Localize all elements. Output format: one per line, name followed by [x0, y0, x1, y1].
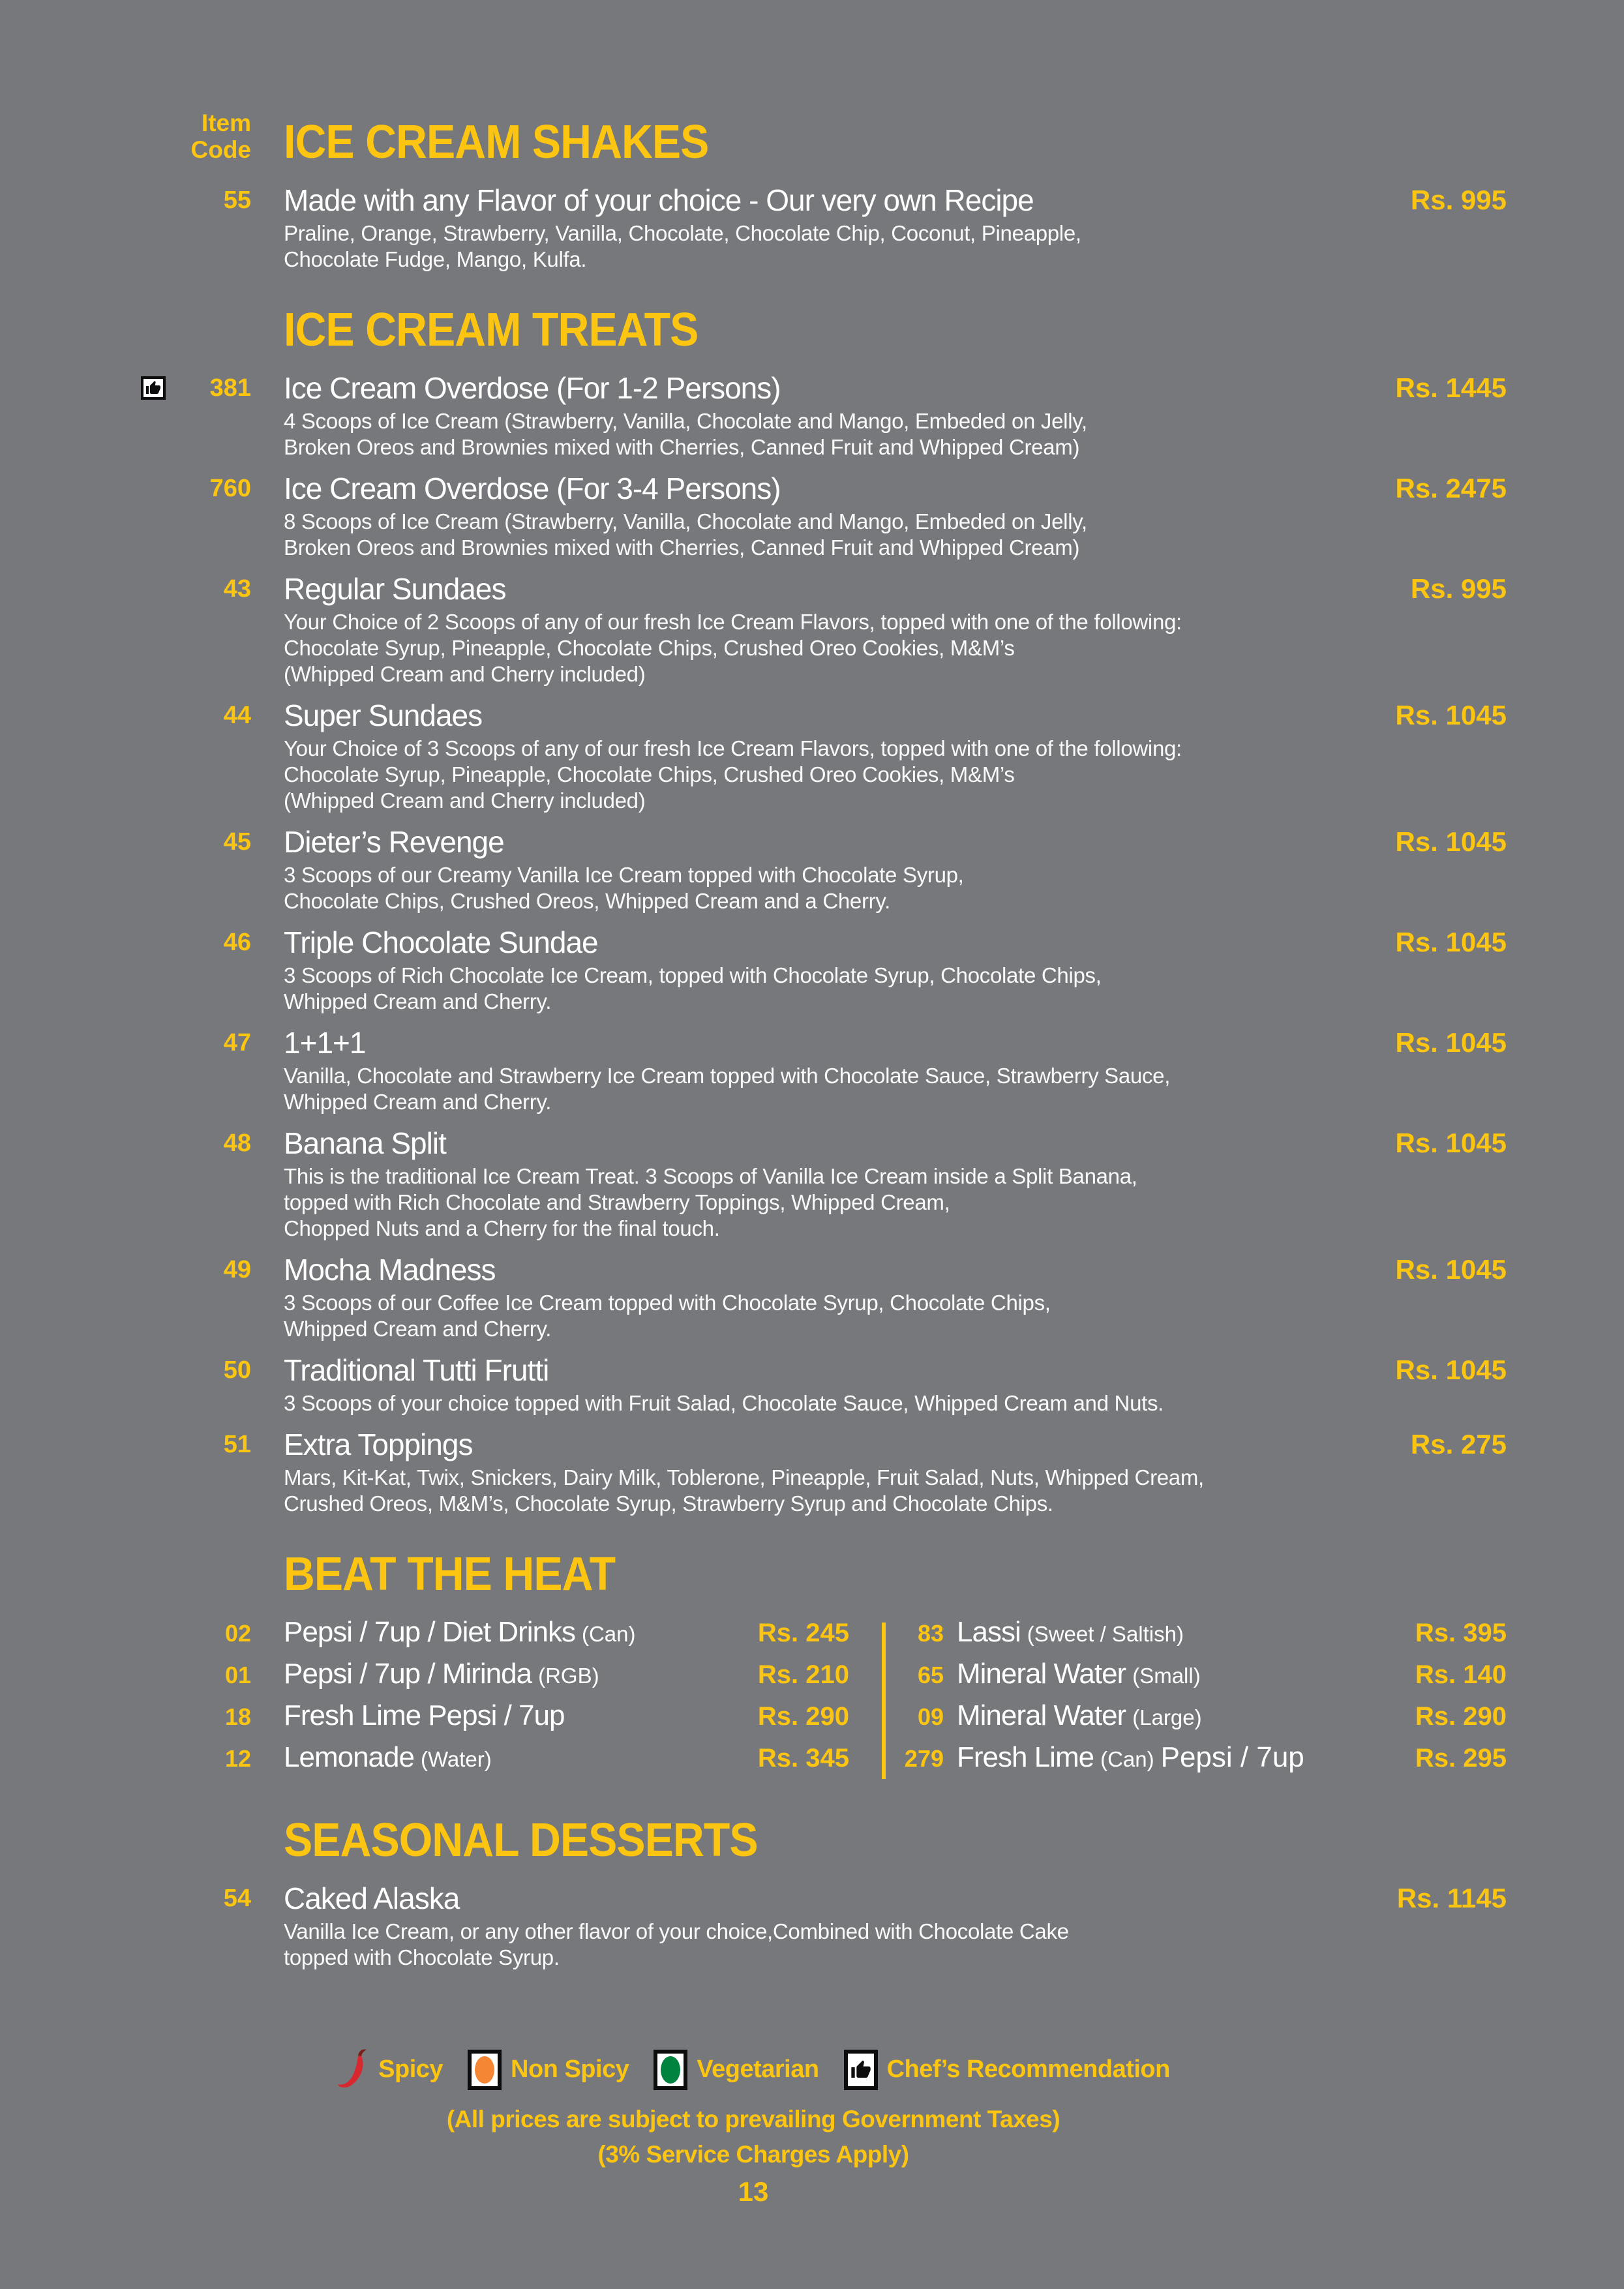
item-name: Ice Cream Overdose (For 3-4 Persons) [284, 471, 781, 505]
item-description: Your Choice of 2 Scoops of any of our fresh Ice Cream Flavors, topped with one of the following: Chocolate Syrup, Pineapple, Chocolate Chips, Crushed Oreo Cookies, M&M’s (Whipped Cream and Cherry included) [284, 610, 1182, 686]
item-name: Mineral Water (Large) [957, 1699, 1202, 1731]
item-name: Pepsi / 7up / Diet Drinks (Can) [284, 1616, 636, 1648]
item-price: Rs. 995 [1410, 185, 1507, 215]
item-price: Rs. 345 [757, 1744, 849, 1773]
chili-icon [337, 2048, 369, 2091]
section-title-seasonal: SEASONAL DESSERTS [284, 1814, 758, 1866]
item-code: 54 [223, 1885, 251, 1912]
item-body [284, 1026, 1363, 1115]
item-price: Rs. 395 [1415, 1619, 1507, 1647]
item-body [284, 1127, 1363, 1242]
beverages-block [0, 1616, 1507, 1783]
item-code: 49 [223, 1256, 251, 1283]
beverages-left-column [0, 1616, 849, 1783]
menu-item-54 [0, 1882, 1507, 1971]
vegetarian-icon [654, 2050, 687, 2090]
menu-item-44 [0, 699, 1507, 814]
legend-chefs-recommendation [844, 2050, 1170, 2090]
item-price: Rs. 290 [1415, 1702, 1507, 1731]
menu-item-49 [0, 1253, 1507, 1342]
item-qualifier: (RGB) [538, 1664, 599, 1688]
item-price: Rs. 245 [757, 1619, 849, 1647]
item-code: 47 [223, 1029, 251, 1056]
item-name: Banana Split [284, 1126, 446, 1160]
item-code: 51 [223, 1431, 251, 1458]
section-shakes-header [0, 110, 1507, 168]
item-description: Your Choice of 3 Scoops of any of our fresh Ice Cream Flavors, topped with one of the following: Chocolate Syrup, Pineapple, Chocolate Chips, Crushed Oreo Cookies, M&M’s (Whipped Cream and Cherry included) [284, 736, 1182, 813]
item-description: 3 Scoops of our Coffee Ice Cream topped with Chocolate Syrup, Chocolate Chips, Whipped Cream and Cherry. [284, 1291, 1051, 1341]
legend-spicy-label: Spicy [378, 2056, 444, 2083]
chefs-recommendation-icon [141, 376, 166, 400]
item-name: Fresh Lime (Can) Pepsi / 7up [957, 1741, 1304, 1773]
item-price: Rs. 1045 [1395, 1254, 1507, 1285]
legend-vegetarian-label: Vegetarian [697, 2056, 819, 2083]
item-name: Ice Cream Overdose (For 1-2 Persons) [284, 371, 781, 405]
item-price: Rs. 295 [1415, 1744, 1507, 1773]
item-price: Rs. 210 [757, 1660, 849, 1689]
beverage-row-12 [0, 1741, 849, 1783]
menu-item-760 [0, 472, 1507, 561]
section-title-beat-the-heat: BEAT THE HEAT [284, 1548, 616, 1600]
item-body [284, 184, 1378, 273]
item-description: 3 Scoops of Rich Chocolate Ice Cream, topped with Chocolate Syrup, Chocolate Chips, Whipped Cream and Cherry. [284, 963, 1102, 1013]
item-price: Rs. 1045 [1395, 1027, 1507, 1058]
item-code-header-line2: Code [190, 136, 251, 163]
section-title-treats: ICE CREAM TREATS [284, 304, 699, 356]
item-code: 12 [224, 1745, 251, 1772]
item-name: Mineral Water (Small) [957, 1658, 1201, 1690]
item-name: Dieter’s Revenge [284, 825, 504, 859]
item-code-header [0, 110, 251, 168]
item-qualifier: (Large) [1132, 1705, 1202, 1729]
page-number: 13 [738, 2176, 769, 2207]
item-code: 50 [223, 1356, 251, 1384]
item-description: Vanilla, Chocolate and Strawberry Ice Cream topped with Chocolate Sauce, Strawberry Sauce, Whipped Cream and Cherry. [284, 1064, 1171, 1114]
item-name: Triple Chocolate Sundae [284, 925, 598, 959]
legend-chefs-label: Chef’s Recommendation [886, 2056, 1170, 2083]
legend [0, 2048, 1507, 2091]
item-code: 09 [917, 1703, 944, 1730]
item-description: Vanilla Ice Cream, or any other flavor of your choice,Combined with Chocolate Cake topped with Chocolate Syrup. [284, 1919, 1069, 1969]
item-description: 4 Scoops of Ice Cream (Strawberry, Vanilla, Chocolate and Mango, Embeded on Jelly, Broken Oreos and Brownies mixed with Cherries, Canned Fruit and Whipped Cream) [284, 409, 1087, 459]
item-code: 18 [224, 1703, 251, 1730]
item-name: Lassi (Sweet / Saltish) [957, 1616, 1184, 1648]
item-name: Fresh Lime Pepsi / 7up [284, 1699, 565, 1731]
menu-item-381 [0, 372, 1507, 460]
item-description: Mars, Kit-Kat, Twix, Snickers, Dairy Milk, Toblerone, Pineapple, Fruit Salad, Nuts, Whipped Cream, Crushed Oreos, M&M’s, Chocolate Syrup, Strawberry Syrup and Chocolate Chips. [284, 1465, 1204, 1516]
item-price: Rs. 275 [1410, 1429, 1507, 1459]
item-body [284, 1253, 1363, 1342]
section-beat-header [0, 1548, 1507, 1600]
item-body [284, 699, 1363, 814]
item-qualifier: (Sweet / Saltish) [1027, 1622, 1184, 1646]
item-price: Rs. 995 [1410, 573, 1507, 604]
service-charge-note: (3% Service Charges Apply) [597, 2141, 909, 2168]
item-qualifier: (Small) [1132, 1664, 1201, 1688]
item-code: 83 [917, 1620, 944, 1647]
item-name: Lemonade (Water) [284, 1741, 492, 1773]
beverage-row-01 [0, 1658, 849, 1699]
item-description: Praline, Orange, Strawberry, Vanilla, Chocolate, Chocolate Chip, Coconut, Pineapple, Chocolate Fudge, Mango, Kulfa. [284, 221, 1081, 271]
thumbs-up-icon [844, 2050, 878, 2090]
menu-item-47 [0, 1026, 1507, 1115]
section-treats-header [0, 304, 1507, 356]
item-code: 46 [223, 929, 251, 956]
item-code: 55 [223, 187, 251, 214]
item-price: Rs. 1045 [1395, 826, 1507, 857]
beverages-right-column [903, 1616, 1507, 1783]
item-qualifier: (Water) [420, 1747, 492, 1771]
item-price: Rs. 1445 [1395, 372, 1507, 403]
item-code: 65 [917, 1662, 944, 1688]
beverage-row-02 [0, 1616, 849, 1658]
item-code: 381 [209, 374, 251, 402]
beverage-row-279 [903, 1741, 1507, 1783]
item-body [284, 826, 1363, 914]
item-name: Regular Sundaes [284, 572, 506, 606]
item-code: 02 [224, 1620, 251, 1647]
item-body [284, 1882, 1364, 1971]
beverage-row-83 [903, 1616, 1507, 1658]
section-seasonal-header [0, 1814, 1507, 1866]
item-description: 3 Scoops of your choice topped with Fruit Salad, Chocolate Sauce, Whipped Cream and Nuts. [284, 1391, 1164, 1415]
menu-item-45 [0, 826, 1507, 914]
menu-item-46 [0, 926, 1507, 1015]
item-price: Rs. 1045 [1395, 700, 1507, 730]
item-code: 48 [223, 1130, 251, 1157]
item-price: Rs. 290 [757, 1702, 849, 1731]
item-code: 44 [223, 702, 251, 729]
item-code: 01 [224, 1662, 251, 1688]
item-price: Rs. 140 [1415, 1660, 1507, 1689]
beverages-column-divider [882, 1623, 886, 1779]
item-code: 279 [904, 1745, 944, 1772]
menu-item-50 [0, 1354, 1507, 1416]
item-description: This is the traditional Ice Cream Treat. 3 Scoops of Vanilla Ice Cream inside a Split Banana, topped with Rich Chocolate and Strawberry Toppings, Whipped Cream, Chopped Nuts and a Cherry for the final touch. [284, 1164, 1137, 1240]
item-price: Rs. 1045 [1395, 1354, 1507, 1385]
item-description: 8 Scoops of Ice Cream (Strawberry, Vanilla, Chocolate and Mango, Embeded on Jelly, Broken Oreos and Brownies mixed with Cherries, Canned Fruit and Whipped Cream) [284, 509, 1087, 560]
legend-vegetarian [654, 2050, 819, 2090]
item-qualifier: (Can) [1100, 1747, 1154, 1771]
item-price: Rs. 2475 [1395, 473, 1507, 503]
item-price: Rs. 1045 [1395, 927, 1507, 957]
menu-item-51 [0, 1428, 1507, 1517]
item-name: Made with any Flavor of your choice - Our very own Recipe [284, 183, 1034, 217]
item-code: 760 [209, 475, 251, 502]
tax-note: (All prices are subject to prevailing Government Taxes) [446, 2106, 1060, 2132]
item-price: Rs. 1045 [1395, 1128, 1507, 1158]
item-body [284, 1354, 1363, 1416]
menu-item-48 [0, 1127, 1507, 1242]
beverage-row-18 [0, 1699, 849, 1741]
item-name: Pepsi / 7up / Mirinda (RGB) [284, 1658, 599, 1690]
item-code: 43 [223, 575, 251, 603]
item-qualifier: (Can) [581, 1622, 636, 1646]
item-name: Traditional Tutti Frutti [284, 1353, 549, 1387]
item-name: Caked Alaska [284, 1881, 460, 1915]
menu-item-43 [0, 573, 1507, 687]
beverage-row-65 [903, 1658, 1507, 1699]
item-code-header-line1: Item [201, 110, 251, 136]
item-price: Rs. 1145 [1396, 1883, 1507, 1913]
item-body [284, 372, 1363, 460]
item-name: Mocha Madness [284, 1253, 496, 1287]
item-code: 45 [223, 828, 251, 856]
legend-spicy [337, 2048, 443, 2091]
item-name-suffix: Pepsi / 7up [1160, 1741, 1304, 1773]
item-body [284, 926, 1363, 1015]
item-name: 1+1+1 [284, 1026, 366, 1060]
menu-item-55 [0, 184, 1507, 273]
item-body [284, 1428, 1378, 1517]
item-body [284, 472, 1363, 561]
section-title-shakes: ICE CREAM SHAKES [284, 116, 709, 168]
legend-non-spicy-label: Non Spicy [511, 2056, 629, 2083]
beverage-row-09 [903, 1699, 1507, 1741]
item-description: 3 Scoops of our Creamy Vanilla Ice Cream topped with Chocolate Syrup, Chocolate Chips, Crushed Oreos, Whipped Cream and a Cherry. [284, 863, 964, 913]
item-name: Extra Toppings [284, 1428, 473, 1461]
item-body [284, 573, 1378, 687]
item-name: Super Sundaes [284, 698, 483, 732]
legend-non-spicy [468, 2050, 629, 2090]
non-spicy-icon [468, 2050, 502, 2090]
